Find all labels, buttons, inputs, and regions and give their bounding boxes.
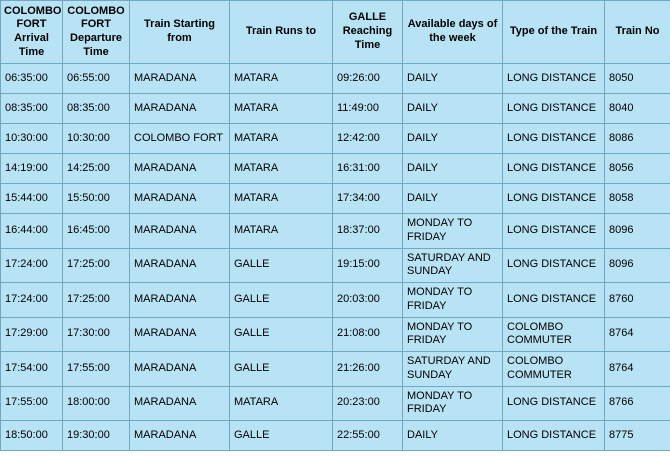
table-cell: 8764 [605,352,670,387]
table-cell: MARADANA [130,64,230,94]
table-cell: 8764 [605,317,670,352]
table-cell: MATARA [230,124,333,154]
table-cell: 11:49:00 [333,94,403,124]
table-cell: 8096 [605,214,670,249]
column-header-train-starting-from: Train Starting from [130,1,230,64]
table-cell: DAILY [403,154,503,184]
table-cell: 18:50:00 [1,421,63,451]
table-cell: 18:00:00 [63,386,130,421]
table-cell: 22:55:00 [333,421,403,451]
table-cell: 17:30:00 [63,317,130,352]
table-cell: MONDAY TO FRIDAY [403,386,503,421]
table-cell: MARADANA [130,352,230,387]
table-cell: 08:35:00 [1,94,63,124]
table-cell: 21:26:00 [333,352,403,387]
header-row [1,1,670,64]
table-cell: 06:35:00 [1,64,63,94]
table-cell: COLOMBO COMMUTER [503,352,605,387]
table-row [1,283,670,318]
table-cell: 20:23:00 [333,386,403,421]
column-header-colombo-fort-arrival-time: COLOMBO FORT Arrival Time [1,1,63,64]
table-cell: 8760 [605,283,670,318]
table-cell: 8086 [605,124,670,154]
table-cell: MATARA [230,184,333,214]
table-cell: 17:54:00 [1,352,63,387]
column-header-available-days: Available days of the week [403,1,503,64]
table-cell: LONG DISTANCE [503,386,605,421]
table-cell: 17:55:00 [63,352,130,387]
table-cell: MARADANA [130,421,230,451]
table-cell: 17:29:00 [1,317,63,352]
table-cell: LONG DISTANCE [503,421,605,451]
table-cell: LONG DISTANCE [503,154,605,184]
table-cell: GALLE [230,421,333,451]
table-cell: COLOMBO COMMUTER [503,317,605,352]
table-cell: DAILY [403,184,503,214]
table-cell: MATARA [230,386,333,421]
table-cell: LONG DISTANCE [503,248,605,283]
table-cell: GALLE [230,283,333,318]
table-cell: 15:50:00 [63,184,130,214]
table-cell: MARADANA [130,248,230,283]
table-cell: 08:35:00 [63,94,130,124]
table-cell: 19:15:00 [333,248,403,283]
table-row [1,64,670,94]
table-cell: LONG DISTANCE [503,64,605,94]
table-cell: MARADANA [130,283,230,318]
table-cell: MARADANA [130,154,230,184]
table-cell: 17:25:00 [63,248,130,283]
table-cell: 8056 [605,154,670,184]
table-cell: MATARA [230,154,333,184]
table-cell: DAILY [403,421,503,451]
table-cell: 17:24:00 [1,248,63,283]
table-cell: 16:44:00 [1,214,63,249]
table-cell: 06:55:00 [63,64,130,94]
table-cell: 16:31:00 [333,154,403,184]
table-cell: 8050 [605,64,670,94]
table-cell: MARADANA [130,214,230,249]
table-cell: MATARA [230,94,333,124]
table-cell: 8766 [605,386,670,421]
table-cell: 8775 [605,421,670,451]
table-row [1,94,670,124]
table-row [1,386,670,421]
column-header-train-no: Train No [605,1,670,64]
table-cell: 17:34:00 [333,184,403,214]
table-cell: 8058 [605,184,670,214]
table-cell: GALLE [230,352,333,387]
table-cell: MONDAY TO FRIDAY [403,283,503,318]
table-cell: 8040 [605,94,670,124]
table-body [1,64,670,451]
table-row [1,214,670,249]
table-cell: 16:45:00 [63,214,130,249]
table-cell: DAILY [403,94,503,124]
table-cell: LONG DISTANCE [503,184,605,214]
table-row [1,421,670,451]
table-cell: LONG DISTANCE [503,94,605,124]
table-header [1,1,670,64]
table-cell: 15:44:00 [1,184,63,214]
table-cell: 17:55:00 [1,386,63,421]
table-cell: DAILY [403,124,503,154]
table-cell: 10:30:00 [1,124,63,154]
column-header-colombo-fort-departure-time: COLOMBO FORT Departure Time [63,1,130,64]
table-cell: GALLE [230,317,333,352]
table-cell: 17:24:00 [1,283,63,318]
table-cell: MARADANA [130,386,230,421]
table-cell: 14:19:00 [1,154,63,184]
table-row [1,352,670,387]
table-cell: MATARA [230,214,333,249]
table-row [1,248,670,283]
table-cell: MARADANA [130,94,230,124]
table-cell: LONG DISTANCE [503,124,605,154]
table-row [1,317,670,352]
table-row [1,154,670,184]
column-header-type-of-train: Type of the Train [503,1,605,64]
table-cell: MARADANA [130,184,230,214]
table-cell: SATURDAY AND SUNDAY [403,352,503,387]
column-header-train-runs-to: Train Runs to [230,1,333,64]
table-cell: LONG DISTANCE [503,214,605,249]
table-cell: 09:26:00 [333,64,403,94]
table-row [1,184,670,214]
table-cell: 21:08:00 [333,317,403,352]
table-cell: 18:37:00 [333,214,403,249]
column-header-galle-reaching-time: GALLE Reaching Time [333,1,403,64]
table-cell: 12:42:00 [333,124,403,154]
table-cell: 19:30:00 [63,421,130,451]
table-cell: DAILY [403,64,503,94]
table-cell: GALLE [230,248,333,283]
table-cell: 10:30:00 [63,124,130,154]
table-cell: 14:25:00 [63,154,130,184]
table-cell: MARADANA [130,317,230,352]
table-cell: MONDAY TO FRIDAY [403,317,503,352]
table-cell: 8096 [605,248,670,283]
table-cell: SATURDAY AND SUNDAY [403,248,503,283]
table-cell: MONDAY TO FRIDAY [403,214,503,249]
table-cell: MATARA [230,64,333,94]
table-cell: LONG DISTANCE [503,283,605,318]
bottom-strip [0,451,670,457]
table-cell: 17:25:00 [63,283,130,318]
table-cell: COLOMBO FORT [130,124,230,154]
table-cell: 20:03:00 [333,283,403,318]
table-row [1,124,670,154]
